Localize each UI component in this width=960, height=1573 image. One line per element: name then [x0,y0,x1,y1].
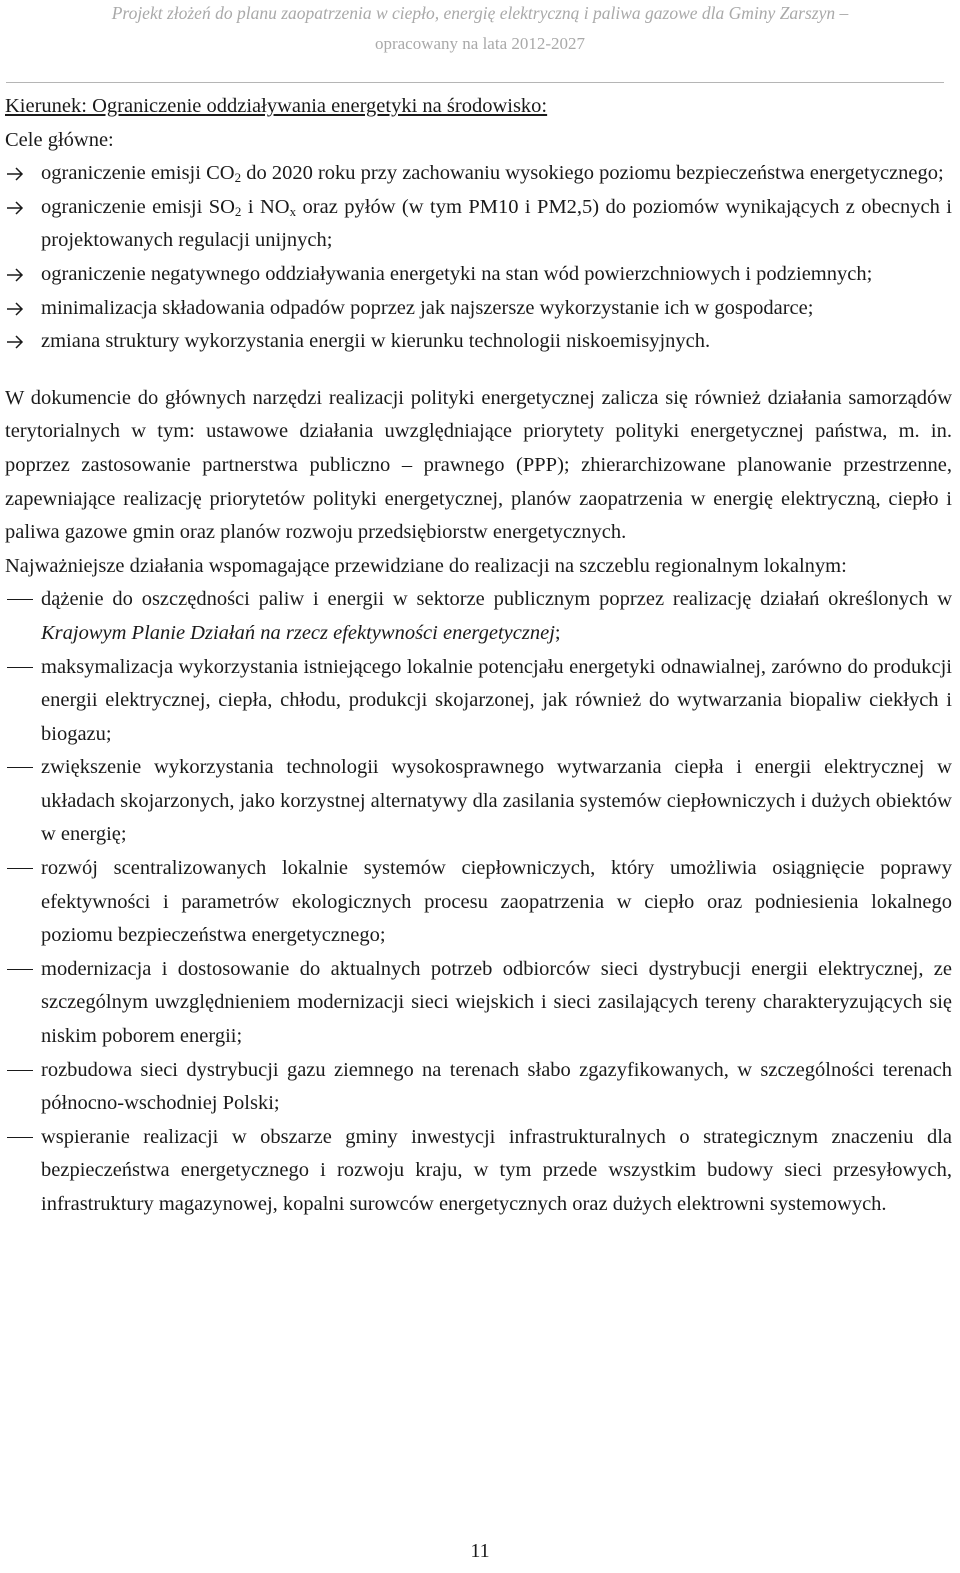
goal-text: minimalizacja składowania odpadów poprzez jak najszersze wykorzystanie ich w gospodarce; [41,296,814,319]
goal-text: zmiana struktury wykorzystania energii w kierunku technologii niskoemisyjnych. [41,330,711,353]
goals-list [5,157,952,359]
subscript: x [289,203,297,219]
page-number: 11 [470,1540,490,1562]
list-item [5,852,952,953]
list-item [5,651,952,752]
action-text: rozwój scentralizowanych lokalnie systemów ciepłowniczych, który umożliwia osiągnięcie poprawy efektywności i parametrów ekologicznych procesu zaopatrzenia w ciepło oraz podniesienia lokalnego poziomu bezpieczeństwa energetycznego; [41,857,952,947]
header-period: opracowany na lata 2012-2027 [374,34,586,53]
action-text-italic: Krajowym Planie Działań na rzecz efektywności energetycznej [41,621,555,644]
subscript: 2 [234,203,242,219]
dash-bullet [7,767,33,768]
dash-bullet [7,599,33,600]
list-item [5,157,952,191]
dash-bullet [7,969,33,970]
header-rule [6,82,944,83]
actions-list [5,583,952,1221]
goal-text: oraz pyłów (w tym PM10 i PM2,5) do poziomów wynikających z obecnych i projektowanych regulacji unijnych; [41,195,952,252]
goal-text: ograniczenie emisji SO [41,195,235,218]
action-text: modernizacja i dostosowanie do aktualnych potrzeb odbiorców sieci dystrybucji energii elektrycznej, ze szczególnym uwzględnieniem modernizacji sieci wiejskich i sieci zasilających tereny charakteryzujących się niskim poborem energii; [41,957,952,1048]
arrow-right-icon [5,191,27,224]
paragraph: Najważniejsze działania wspomagające przewidziane do realizacji na szczeblu regionalnym lokalnym: [5,554,847,577]
list-item [5,191,952,258]
goals-label: Cele główne: [5,128,114,151]
action-text: wspieranie realizacji w obszarze gminy inwestycji infrastrukturalnych o strategicznym znaczeniu dla bezpieczeństwa energetycznego i rozwoju kraju, w tym przede wszystkim budowy sieci przesyłowych, infrastruktury magazynowej, kopalni surowców energetycznych oraz dużych elektrowni systemowych. [41,1125,952,1215]
arrow-right-icon [5,157,27,190]
goal-text: do 2020 roku przy zachowaniu wysokiego poziomu bezpieczeństwa energetycznego; [241,162,944,185]
dash-bullet [7,868,33,869]
list-item [5,325,952,359]
action-text: dążenie do oszczędności paliw i energii w sektorze publicznym poprzez realizację działań określonych w [41,588,952,611]
action-text: rozbudowa sieci dystrybucji gazu ziemnego na terenach słabo zgazyfikowanych, w szczególności terenach północno-wschodniej Polski; [41,1058,952,1115]
goal-text: ograniczenie negatywnego oddziaływania energetyki na stan wód powierzchniowych i podziemnych; [41,262,873,285]
paragraph: W dokumencie do głównych narzędzi realizacji polityki energetycznej zalicza się również działania samorządów terytorialnych w tym: ustawowe działania uwzględniające priorytety polityki energetycznej państwa, m. in. poprzez zastosowanie partnerstwa publiczno – prawnego (PPP); zhierarchizowane planowanie przestrzenne, zapewniające realizację priorytetów polityki energetycznej, planów zaopatrzenia w energię elektryczną, ciepło i paliwa gazowe gmin oraz planów rozwoju przedsiębiorstw energetycznych. [5,386,952,544]
body-content [5,90,952,1222]
section-heading: Kierunek: Ograniczenie oddziaływania energetyki na środowisko: [5,95,548,117]
arrow-right-icon [5,258,27,291]
list-item [5,953,952,1054]
action-text: maksymalizacja wykorzystania istniejącego lokalnie potencjału energetyki odnawialnej, zarówno do produkcji energii elektrycznej, ciepła, chłodu, produkcji skojarzonej, jak również do wytwarzania biopaliw ciekłych i biogazu; [41,655,952,745]
arrow-right-icon [5,325,27,358]
list-item [5,583,952,650]
subscript: 2 [234,170,242,186]
dash-bullet [7,667,33,668]
dash-bullet [7,1137,33,1138]
arrow-right-icon [5,292,27,325]
action-text: ; [554,621,561,644]
list-item [5,258,952,292]
list-item [5,751,952,852]
goal-text: ograniczenie emisji CO [41,162,235,185]
list-item [5,1121,952,1222]
action-text: zwiększenie wykorzystania technologii wysokosprawnego wytwarzania ciepła i energii elektrycznej w układach skojarzonych, jako korzystnej alternatywy dla zasilania systemów ciepłowniczych i dużych obiektów w energię; [41,756,952,846]
goal-text: i NO [241,195,290,218]
dash-bullet [7,1070,33,1071]
list-item [5,292,952,326]
list-item [5,1054,952,1121]
header-title: Projekt złożeń do planu zaopatrzenia w ciepło, energię elektryczną i paliwa gazowe dla Gminy Zarszyn – [111,3,849,23]
